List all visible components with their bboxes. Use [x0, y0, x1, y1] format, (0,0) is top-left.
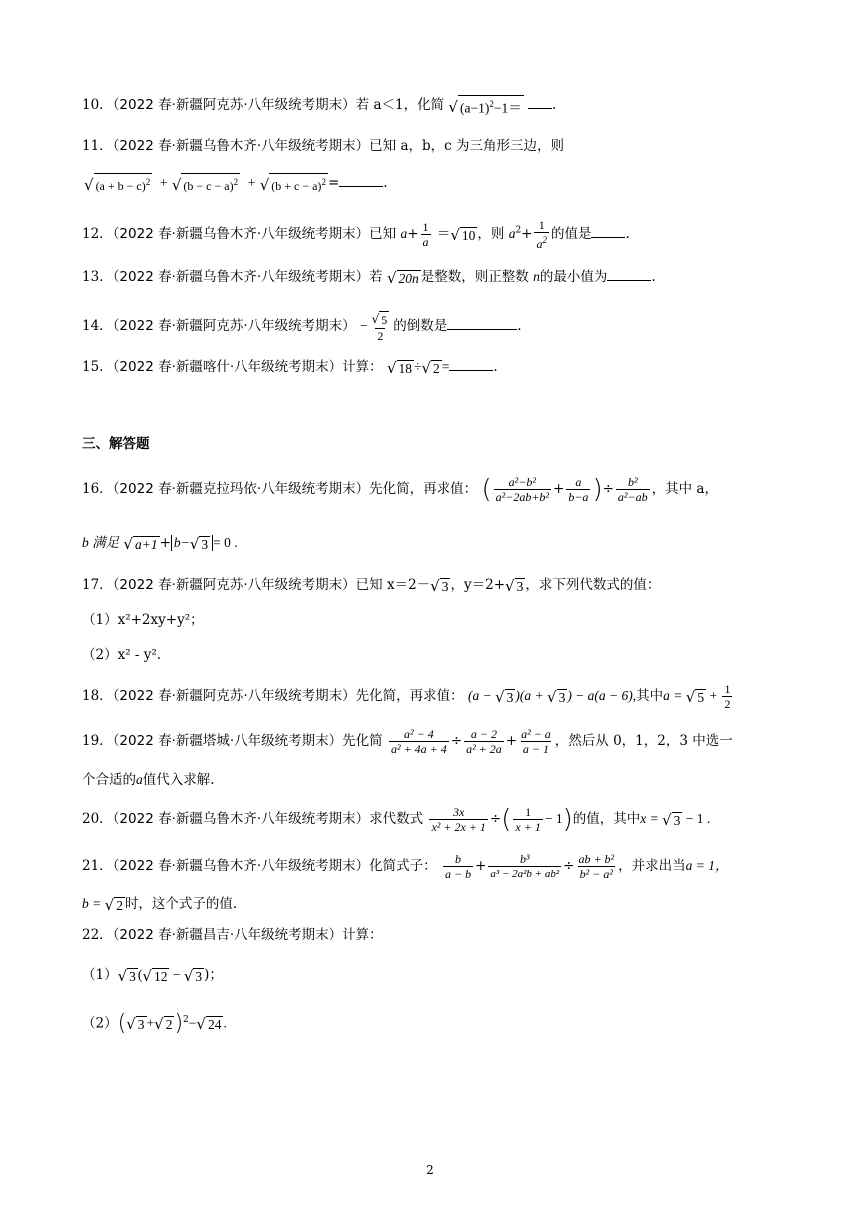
- page-number: 2: [426, 1163, 434, 1177]
- question-14: 14．（2022 春·新疆阿克苏·八年级统考期末） − √ 5 2 的倒数是 .: [82, 312, 522, 343]
- question-22-part1: （1） √ 3 ( √ 12 − √ 3 )；: [82, 966, 223, 985]
- question-11-expression: √ $(a + b - c)^2$ + √ $(b - c - a)^2$ + √ $(b + c - a)^2$ = .: [84, 172, 388, 194]
- question-16: 16．（2022 春·新疆克拉玛依·八年级统考期末）先化简，再求值： ( $\frac{\text{a²−b²}}{\text{a²−2ab+b²}}$ + $\frac{a}{b-a}$ )÷ $\frac{\text{b²}}{\text{a²−ab}}$ ，其中 a，: [82, 474, 718, 505]
- question-source: （2022 春·新疆乌鲁木齐·八年级统考期末）: [112, 858, 370, 874]
- question-source: （2022 春·新疆阿克苏·八年级统考期末）: [112, 318, 356, 334]
- question-22: 22．（2022 春·新疆昌吉·八年级统考期末）计算：: [82, 927, 383, 943]
- question-18: 18．（2022 春·新疆阿克苏·八年级统考期末）先化简，再求值： (a − √ 3 )(a + √ 3 ) − a(a − 6),其中a = √ 5 + $\frac{1}{2}$: [82, 682, 731, 711]
- question-source: （2022 春·新疆阿克苏·八年级统考期末）: [112, 688, 356, 704]
- question-source: （2022 春·新疆塔城·八年级统考期末）: [112, 733, 343, 749]
- question-19-line2: 个合适的a值代入求解.: [82, 772, 215, 788]
- question-source: （2022 春·新疆乌鲁木齐·八年级统考期末）: [112, 811, 370, 827]
- radical: √ $(a-1)^2-1=$: [448, 95, 523, 117]
- question-source: （2022 春·新疆阿克苏·八年级统考期末）: [112, 577, 356, 593]
- question-source: （2022 春·新疆乌鲁木齐·八年级统考期末）: [112, 226, 370, 242]
- question-12: 12．（2022 春·新疆乌鲁木齐·八年级统考期末）已知 a+ $\frac{1}{a}$ ＝ √ 10 ，则 $a^2+$ $\frac{1}{a^2}$ 的值是 .: [82, 218, 630, 251]
- question-source: （2022 春·新疆克拉玛依·八年级统考期末）: [112, 481, 370, 497]
- question-16-line2: b 满足 √ a+1 + b− √ 3 = 0 .: [82, 534, 238, 553]
- question-source: （2022 春·新疆喀什·八年级统考期末）: [112, 359, 343, 375]
- question-source: （2022 春·新疆昌吉·八年级统考期末）: [112, 927, 343, 943]
- question-source: （2022 春·新疆乌鲁木齐·八年级统考期末）: [112, 138, 370, 154]
- question-21: 21．（2022 春·新疆乌鲁木齐·八年级统考期末）化简式子： $\frac{b}{a - b}$ + $\frac{\text{b³}}{\text{a³ − 2a²b + ab²}}$ ÷ $\frac{\text{ab + b²}}{\text{b² − a²}}$ ，并求出当a = 1，: [82, 852, 729, 881]
- question-13: 13．（2022 春·新疆乌鲁木齐·八年级统考期末）若 √ 20n 是整数，则正整数 n的最小值为 .: [82, 266, 656, 287]
- answer-blank: [591, 223, 625, 238]
- question-source: （2022 春·新疆乌鲁木齐·八年级统考期末）: [112, 269, 370, 285]
- question-17: 17．（2022 春·新疆阿克苏·八年级统考期末）已知 x＝2－ √ 3 ，y＝2+ √ 3 ，求下列代数式的值：: [82, 576, 661, 595]
- question-source: （2022 春·新疆阿克苏·八年级统考期末）: [112, 97, 356, 113]
- question-10: 10．（2022 春·新疆阿克苏·八年级统考期末）若 a＜1，化简 √ $(a-1)^2-1=$ .: [82, 94, 556, 116]
- answer-blank: [528, 94, 552, 109]
- section-heading: 三、解答题: [82, 436, 150, 452]
- answer-blank: [449, 356, 493, 371]
- answer-blank: [607, 266, 651, 281]
- question-15: 15．（2022 春·新疆喀什·八年级统考期末）计算： √ 18 ÷ √ 2 = .: [82, 356, 498, 377]
- question-22-part2: （2）( √ 3 + √ 2 )$^2$− √ 24 .: [82, 1011, 227, 1036]
- question-17-part2: （2）x² - y².: [82, 647, 162, 663]
- answer-blank: [447, 315, 517, 330]
- question-19: 19．（2022 春·新疆塔城·八年级统考期末）先化简 $\frac{\text{a² − 4}}{\text{a² + 4a + 4}}$ ÷ $\frac{a - 2}{\text{a² + 2a}}$ + $\frac{\text{a² − a}}{a - 1}$ ，然后从 0，1，2，3 中选一: [82, 727, 733, 756]
- question-20: 20．（2022 春·新疆乌鲁木齐·八年级统考期末）求代数式 $\frac{3x}{\text{x² + 2x + 1}}$ ÷( $\frac{1}{x + 1}$ − 1)的值，其中x = √ 3 − 1 .: [82, 804, 711, 835]
- question-17-part1: （1）x²+2xy+y²；: [82, 612, 204, 628]
- question-21-line2: b = √ 2 时，这个式子的值.: [82, 895, 238, 914]
- answer-blank: [339, 172, 383, 187]
- question-11: 11．（2022 春·新疆乌鲁木齐·八年级统考期末）已知 a，b，c 为三角形三边，则: [82, 138, 565, 154]
